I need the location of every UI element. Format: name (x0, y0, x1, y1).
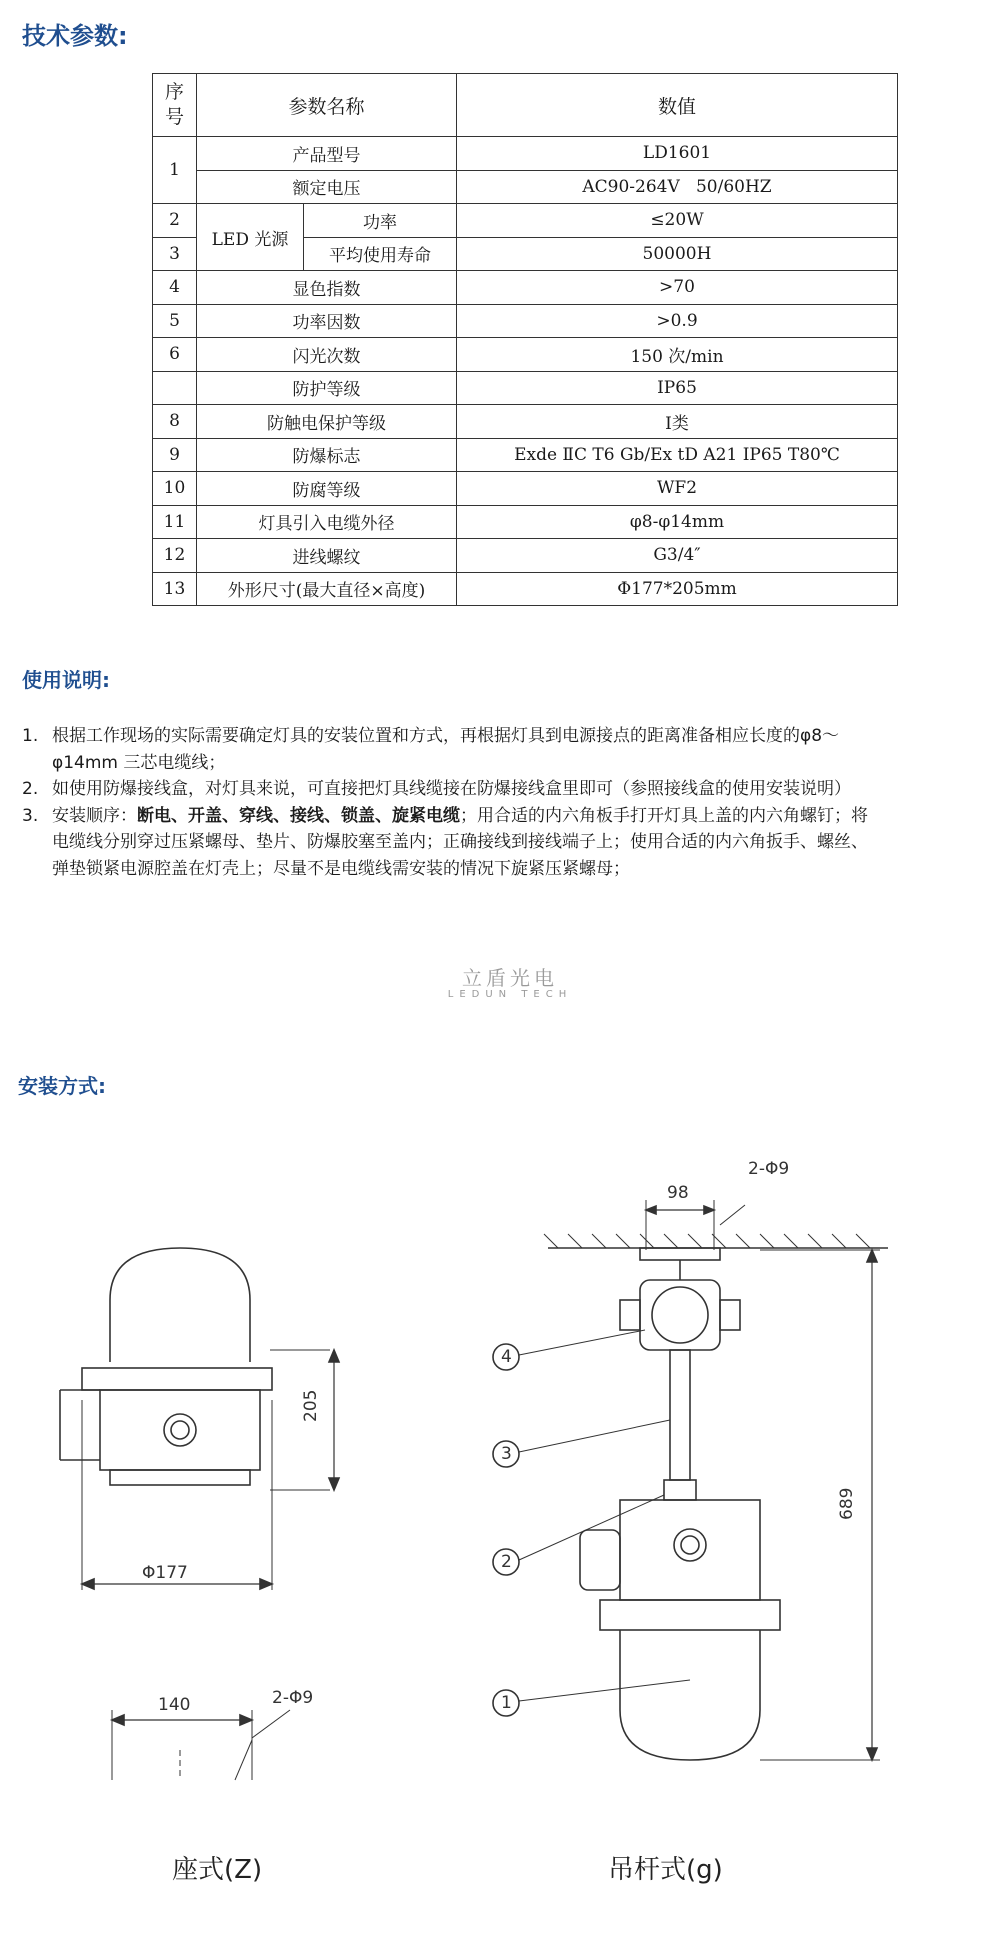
row-seq: 1 (153, 137, 197, 204)
table-row (153, 338, 898, 372)
row-value: WF2 (457, 472, 898, 506)
list-item-number: 1. (22, 726, 39, 746)
row-value: IP65 (457, 371, 898, 405)
row-name: 防爆标志 (197, 438, 457, 472)
row-value: 150 次/min (457, 338, 898, 372)
row-name: 显色指数 (197, 271, 457, 305)
list-item-text: 根据工作现场的实际需要确定灯具的安装位置和方式，再根据灯具到电源接点的距离准备相应长度的φ8～φ14mm 三芯电缆线； (52, 726, 840, 773)
table-row (153, 438, 898, 472)
table-row (153, 371, 898, 405)
row-name: 防触电保护等级 (197, 405, 457, 439)
row-group: LED 光源 (197, 204, 304, 271)
table-header-row (153, 74, 898, 137)
table-row (153, 271, 898, 305)
left-hole-dim: 2-Φ9 (272, 1688, 314, 1708)
callout-1: 1 (501, 1693, 512, 1713)
header-seq-label: 序号 (164, 81, 184, 128)
row-name: 防腐等级 (197, 472, 457, 506)
row-value: φ8-φ14mm (457, 505, 898, 539)
row-value: LD1601 (457, 137, 898, 171)
installation-drawing (0, 1100, 1000, 1930)
list-item-number: 3. (22, 805, 39, 826)
section-title-usage: 使用说明: (22, 668, 110, 692)
row-value: Exde ⅡC T6 Gb/Ex tD A21 IP65 T80℃ (457, 438, 898, 472)
list-item-bold-steps: 断电、开盖、穿线、接线、锁盖、旋紧电缆 (137, 805, 460, 826)
list-item (22, 803, 882, 883)
table-row (153, 137, 898, 171)
list-item-text: 如使用防爆接线盒，对灯具来说，可直接把灯具线缆接在防爆接线盒里即可（参照接线盒的使用安装说明） (52, 779, 851, 799)
row-value: >70 (457, 271, 898, 305)
row-seq: 3 (153, 237, 197, 271)
list-item (22, 723, 882, 776)
row-seq: 6 (153, 338, 197, 372)
table-row (153, 539, 898, 573)
row-value: G3/4″ (457, 539, 898, 573)
row-name: 产品型号 (197, 137, 457, 171)
table-row (153, 472, 898, 506)
list-item-text-wrapper (52, 803, 882, 883)
caption-seat-mount: 座式(Z) (172, 1855, 263, 1885)
header-name: 参数名称 (197, 74, 457, 137)
callout-4: 4 (501, 1347, 512, 1367)
row-name: 灯具引入电缆外径 (197, 505, 457, 539)
row-value: Φ177*205mm (457, 572, 898, 606)
row-name: 额定电压 (197, 170, 457, 204)
row-value: ≤20W (457, 204, 898, 238)
right-height-dim: 689 (837, 1487, 857, 1520)
row-name: 外形尺寸(最大直径×高度) (197, 572, 457, 606)
row-name: 防护等级 (197, 371, 457, 405)
row-seq: 5 (153, 304, 197, 338)
brand-logo (440, 962, 580, 1000)
left-diameter-dim: Φ177 (142, 1563, 188, 1583)
logo-chinese: 立盾光电 (462, 966, 558, 990)
row-name: 闪光次数 (197, 338, 457, 372)
table-row (153, 405, 898, 439)
table-row (153, 204, 898, 238)
section-title-install: 安装方式: (18, 1074, 106, 1098)
pendant-mount-lamp-drawing (493, 1200, 888, 1760)
row-name: 功率 (304, 204, 457, 238)
right-hole-dim: 2-Φ9 (748, 1159, 790, 1179)
table-row (153, 572, 898, 606)
list-item (22, 776, 882, 803)
row-value: Ⅰ类 (457, 405, 898, 439)
table-row (153, 170, 898, 204)
callout-3: 3 (501, 1444, 512, 1464)
row-value: >0.9 (457, 304, 898, 338)
caption-pendant-mount: 吊杆式(g) (608, 1855, 723, 1885)
section-title-tech-params: 技术参数: (22, 22, 128, 50)
left-base-dim: 140 (158, 1695, 191, 1715)
header-value: 数值 (457, 74, 898, 137)
list-item-text: ；用合适的内六角板手打开灯具上盖的内六角螺钉；将电缆线分别穿过压紧螺母、垫片、防爆胶塞至盖内；正确接线到接线端子上；使用合适的内六角扳手、螺丝、弹垫锁紧电源腔盖在灯壳上；尽量不是电缆线需安装的情况下旋紧压紧螺母； (52, 805, 868, 879)
row-name: 进线螺纹 (197, 539, 457, 573)
row-seq: 2 (153, 204, 197, 238)
row-seq: 4 (153, 271, 197, 305)
params-table (152, 73, 898, 606)
row-name: 功率因数 (197, 304, 457, 338)
table-row (153, 505, 898, 539)
row-name: 平均使用寿命 (304, 237, 457, 271)
list-item-prefix: 安装顺序： (52, 805, 137, 826)
right-width-dim: 98 (667, 1183, 689, 1203)
row-value: AC90-264V 50/60HZ (457, 170, 898, 204)
row-seq: 10 (153, 472, 197, 506)
row-seq (153, 371, 197, 405)
row-seq: 8 (153, 405, 197, 439)
row-seq: 12 (153, 539, 197, 573)
callout-2: 2 (501, 1552, 512, 1572)
row-value: 50000H (457, 237, 898, 271)
logo-english: LEDUN TECH (447, 989, 573, 1000)
row-seq: 9 (153, 438, 197, 472)
left-height-dim: 205 (301, 1389, 321, 1422)
list-item-number: 2. (22, 779, 39, 799)
table-row (153, 304, 898, 338)
row-seq: 11 (153, 505, 197, 539)
header-seq (153, 74, 197, 137)
row-seq: 13 (153, 572, 197, 606)
instruction-list (22, 723, 882, 882)
